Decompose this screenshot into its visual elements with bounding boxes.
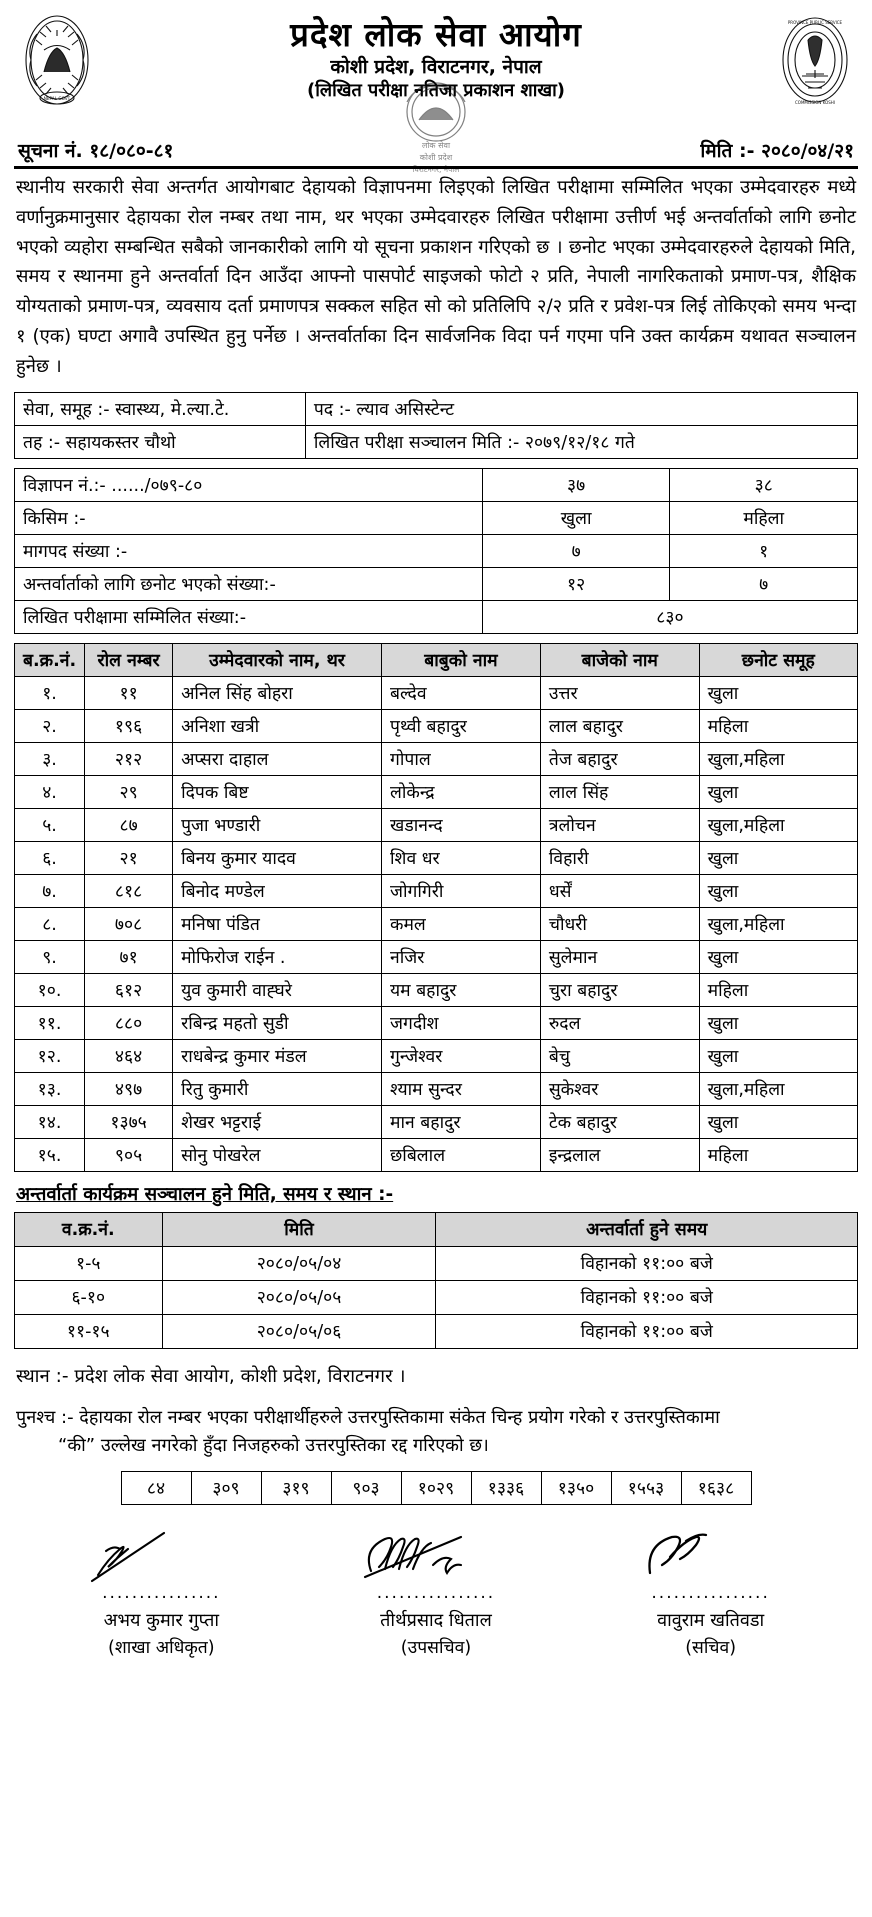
- svg-text:COMMISSION KOSHI: COMMISSION KOSHI: [795, 100, 835, 105]
- grandfather-name-cell: उत्तर: [540, 676, 699, 709]
- table-row: [15, 940, 858, 973]
- column-header-name: उम्मेदवारको नाम, थर: [173, 643, 382, 676]
- table-row: [121, 1472, 751, 1505]
- table-row: [15, 501, 858, 534]
- handwritten-signature-icon: [41, 1527, 281, 1589]
- selection-group-cell: महिला: [699, 1138, 857, 1171]
- roll-number-cell: ७१: [85, 940, 173, 973]
- table-row: [15, 709, 858, 742]
- candidate-name-cell: राधबेन्द्र कुमार मंडल: [173, 1039, 382, 1072]
- shortlist-count-female: ७: [670, 567, 858, 600]
- candidate-name-cell: रबिन्द्र महतो सुडी: [173, 1006, 382, 1039]
- table-row: [15, 534, 858, 567]
- signatory-name: वावुराम खतिवडा: [657, 1610, 765, 1632]
- table-row: [15, 1072, 858, 1105]
- table-row: [15, 841, 858, 874]
- header-titles: [100, 10, 772, 174]
- serial-cell: ८.: [15, 907, 85, 940]
- selection-group-cell: खुला: [699, 676, 857, 709]
- father-name-cell: खडानन्द: [382, 808, 541, 841]
- candidate-name-cell: अनिशा खत्री: [173, 709, 382, 742]
- signatory-role: (सचिव): [685, 1638, 737, 1659]
- serial-cell: ९.: [15, 940, 85, 973]
- organization-subtitle: कोशी प्रदेश, विराटनगर, नेपाल: [330, 55, 542, 78]
- roll-number-cell: १३७५: [85, 1105, 173, 1138]
- signatory-name: तीर्थप्रसाद धिताल: [380, 1610, 492, 1632]
- selection-group-cell: खुला: [699, 874, 857, 907]
- table-row: [15, 808, 858, 841]
- cancelled-roll-cell: १३३६: [471, 1472, 541, 1505]
- schedule-time-cell: विहानको ११:०० बजे: [436, 1280, 858, 1314]
- serial-cell: १२.: [15, 1039, 85, 1072]
- candidate-name-cell: मोफिरोज राईन .: [173, 940, 382, 973]
- svg-text:PROVINCE PUBLIC SERVICE: PROVINCE PUBLIC SERVICE: [787, 20, 843, 25]
- table-row: [15, 973, 858, 1006]
- grandfather-name-cell: सुकेश्वर: [540, 1072, 699, 1105]
- father-name-cell: जगदीश: [382, 1006, 541, 1039]
- service-group-cell: सेवा, समूह :- स्वास्थ्य, मे.ल्या.टे.: [15, 392, 306, 425]
- candidate-name-cell: बिनोद मण्डेल: [173, 874, 382, 907]
- notice-meta-line: [14, 135, 858, 169]
- candidate-name-cell: पुजा भण्डारी: [173, 808, 382, 841]
- province-public-service-commission-seal: [772, 10, 858, 110]
- serial-cell: २.: [15, 709, 85, 742]
- candidate-name-cell: बिनय कुमार यादव: [173, 841, 382, 874]
- signature-section: [14, 1527, 858, 1659]
- grandfather-name-cell: धर्सें: [540, 874, 699, 907]
- candidate-table: [14, 643, 858, 1172]
- schedule-date-cell: २०८०/०५/०४: [162, 1246, 436, 1280]
- serial-cell: १५.: [15, 1138, 85, 1171]
- serial-cell: १०.: [15, 973, 85, 1006]
- serial-cell: ४.: [15, 775, 85, 808]
- schedule-time-cell: विहानको ११:०० बजे: [436, 1314, 858, 1348]
- cancelled-roll-cell: ३०९: [191, 1472, 261, 1505]
- category-open: खुला: [482, 501, 670, 534]
- candidate-name-cell: मनिषा पंडित: [173, 907, 382, 940]
- grandfather-name-cell: विहारी: [540, 841, 699, 874]
- signature-dotted-line: ................: [102, 1583, 221, 1604]
- grandfather-name-cell: सुलेमान: [540, 940, 699, 973]
- advertisement-number-female: ३८: [670, 468, 858, 501]
- roll-number-cell: २१२: [85, 742, 173, 775]
- table-row: [15, 874, 858, 907]
- serial-cell: ६.: [15, 841, 85, 874]
- table-row: [15, 392, 858, 425]
- table-row: [15, 1314, 858, 1348]
- schedule-date-cell: २०८०/०५/०६: [162, 1314, 436, 1348]
- roll-number-cell: १९६: [85, 709, 173, 742]
- advertisement-count-table: [14, 468, 858, 634]
- father-name-cell: छबिलाल: [382, 1138, 541, 1171]
- column-header-group: छनोट समूह: [699, 643, 857, 676]
- candidate-name-cell: अप्सरा दाहाल: [173, 742, 382, 775]
- svg-text:NEPAL GOVT: NEPAL GOVT: [43, 96, 71, 101]
- column-header-serial: ब.क्र.नं.: [15, 643, 85, 676]
- grandfather-name-cell: चुरा बहादुर: [540, 973, 699, 1006]
- candidate-name-cell: सोनु पोखरेल: [173, 1138, 382, 1171]
- roll-number-cell: २१: [85, 841, 173, 874]
- signature-dotted-line: ................: [376, 1583, 496, 1604]
- grandfather-name-cell: लाल बहादुर: [540, 709, 699, 742]
- postscript-line-1: पुनश्च :- देहायका रोल नम्बर भएका परीक्षार्थीहरुले उत्तरपुस्तिकामा संकेत चिन्ह प्रयोग गरेको र उत्तरपुस्तिकामा: [16, 1406, 720, 1428]
- roll-number-cell: ४९७: [85, 1072, 173, 1105]
- candidate-name-cell: युव कुमारी वाह्घरे: [173, 973, 382, 1006]
- postscript-block: [16, 1404, 856, 1462]
- svg-text:विराटनगर, नेपाल: विराटनगर, नेपाल: [412, 165, 460, 174]
- column-header-schedule-date: मिति: [162, 1212, 436, 1246]
- column-header-schedule-serial: व.क्र.नं.: [15, 1212, 163, 1246]
- candidate-name-cell: अनिल सिंह बोहरा: [173, 676, 382, 709]
- post-cell: पद :- ल्याव असिस्टेन्ट: [305, 392, 857, 425]
- notice-date: मिति :- २०८०/०४/२१: [700, 140, 854, 162]
- selection-group-cell: खुला,महिला: [699, 907, 857, 940]
- notice-number: सूचना नं. १८/०८०-८१: [18, 140, 174, 162]
- level-cell: तह :- सहायकस्तर चौथो: [15, 425, 306, 458]
- grandfather-name-cell: तेज बहादुर: [540, 742, 699, 775]
- exam-date-cell: लिखित परीक्षा सञ्चालन मिति :- २०७९/१२/१८ गते: [305, 425, 857, 458]
- category-female: महिला: [670, 501, 858, 534]
- column-header-schedule-time: अन्तर्वार्ता हुने समय: [436, 1212, 858, 1246]
- father-name-cell: गोपाल: [382, 742, 541, 775]
- father-name-cell: मान बहादुर: [382, 1105, 541, 1138]
- signatory-name: अभय कुमार गुप्ता: [103, 1610, 220, 1632]
- roll-number-cell: २९: [85, 775, 173, 808]
- grandfather-name-cell: रुदल: [540, 1006, 699, 1039]
- cancelled-rolls-table: [121, 1471, 752, 1505]
- advertisement-number-open: ३७: [482, 468, 670, 501]
- father-name-cell: शिव धर: [382, 841, 541, 874]
- father-name-cell: बल्देव: [382, 676, 541, 709]
- roll-number-cell: ६१२: [85, 973, 173, 1006]
- schedule-date-cell: २०८०/०५/०५: [162, 1280, 436, 1314]
- notice-body-paragraph: स्थानीय सरकारी सेवा अन्तर्गत आयोगबाट देहायको विज्ञापनमा लिइएको लिखित परीक्षामा सम्मिलित भएका उम्मेदवारहरु मध्ये वर्णानुक्रमानुसार देहायका रोल नम्बर तथा नाम, थर भएका उम्मेदवारहरु लिखित परीक्षामा उत्तीर्ण भई अन्तर्वार्ताको लागि छनोट भएको व्यहोरा सम्बन्धित सबैको जानकारीको लागि यो सूचना प्रकाशन गरिएको छ । छनोट भएका उम्मेदवारहरुले देहायको मिति, समय र स्थानमा हुने अन्तर्वार्ता दिन आउँदा आफ्नो पासपोर्ट साइजको फोटो २ प्रति, नेपाली नागरिकताको प्रमाण-पत्र, शैक्षिक योग्यताको प्रमाण-पत्र, व्यवसाय दर्ता प्रमाणपत्र सक्कल सहित सो को प्रतिलिपि २/२ प्रति र प्रवेश-पत्र लिई तोकिएको समय भन्दा १ (एक) घण्टा अगावै उपस्थित हुनु पर्नेछ । अन्तर्वार्ताका दिन सार्वजनिक विदा पर्न गएमा पनि उक्त कार्यक्रम यथावत सञ्चालन हुनेछ ।: [16, 177, 856, 377]
- candidate-name-cell: शेखर भट्टराई: [173, 1105, 382, 1138]
- table-row: [15, 676, 858, 709]
- column-header-father: बाबुको नाम: [382, 643, 541, 676]
- selection-group-cell: खुला,महिला: [699, 808, 857, 841]
- table-row: [15, 1105, 858, 1138]
- candidate-name-cell: रितु कुमारी: [173, 1072, 382, 1105]
- serial-cell: ७.: [15, 874, 85, 907]
- handwritten-signature-icon: [316, 1527, 556, 1589]
- table-header-row: [15, 643, 858, 676]
- cancelled-roll-cell: १३५०: [541, 1472, 611, 1505]
- schedule-serial-cell: १-५: [15, 1246, 163, 1280]
- schedule-time-cell: विहानको ११:०० बजे: [436, 1246, 858, 1280]
- handwritten-signature-icon: [591, 1527, 831, 1589]
- svg-text:कोशी प्रदेश: कोशी प्रदेश: [419, 153, 453, 162]
- signature-dotted-line: ................: [651, 1583, 770, 1604]
- cancelled-roll-cell: ८४: [121, 1472, 191, 1505]
- roll-number-cell: ४६४: [85, 1039, 173, 1072]
- grandfather-name-cell: बेचु: [540, 1039, 699, 1072]
- cancelled-roll-cell: १५५३: [611, 1472, 681, 1505]
- father-name-cell: गुन्जेश्वर: [382, 1039, 541, 1072]
- table-row: [15, 742, 858, 775]
- shortlist-count-label: अन्तर्वार्ताको लागि छनोट भएको संख्या:-: [15, 567, 483, 600]
- serial-cell: ३.: [15, 742, 85, 775]
- father-name-cell: पृथ्वी बहादुर: [382, 709, 541, 742]
- roll-number-cell: ९०५: [85, 1138, 173, 1171]
- category-label: किसिम :-: [15, 501, 483, 534]
- table-row: [15, 468, 858, 501]
- organization-title: प्रदेश लोक सेवा आयोग: [290, 15, 582, 54]
- table-row: [15, 1246, 858, 1280]
- table-row: [15, 775, 858, 808]
- table-row: [15, 1138, 858, 1171]
- svg-text:लोक सेवा: लोक सेवा: [421, 141, 451, 150]
- table-row: [15, 600, 858, 633]
- signatory-role: (उपसचिव): [400, 1638, 472, 1659]
- selection-group-cell: खुला: [699, 775, 857, 808]
- cancelled-roll-cell: १०२९: [401, 1472, 471, 1505]
- schedule-serial-cell: ११-१५: [15, 1314, 163, 1348]
- table-row: [15, 1039, 858, 1072]
- grandfather-name-cell: लाल सिंह: [540, 775, 699, 808]
- demand-count-open: ७: [482, 534, 670, 567]
- selection-group-cell: खुला: [699, 940, 857, 973]
- postscript-line-2: “की” उल्लेख नगरेको हुँदा निजहरुको उत्तरपुस्तिका रद्द गरिएको छ।: [58, 1435, 489, 1457]
- serial-cell: ११.: [15, 1006, 85, 1039]
- roll-number-cell: ८१८: [85, 874, 173, 907]
- schedule-heading: अन्तर्वार्ता कार्यक्रम सञ्चालन हुने मिति, समय र स्थान :-: [16, 1183, 394, 1205]
- advertisement-number-label: विज्ञापन नं.:- ....../०७९-८०: [15, 468, 483, 501]
- father-name-cell: श्याम सुन्दर: [382, 1072, 541, 1105]
- father-name-cell: लोकेन्द्र: [382, 775, 541, 808]
- cancelled-rolls-wrapper: [14, 1471, 858, 1505]
- selection-group-cell: महिला: [699, 973, 857, 1006]
- selection-group-cell: खुला: [699, 841, 857, 874]
- grandfather-name-cell: चौधरी: [540, 907, 699, 940]
- column-header-grandfather: बाजेको नाम: [540, 643, 699, 676]
- serial-cell: ५.: [15, 808, 85, 841]
- roll-number-cell: ७०८: [85, 907, 173, 940]
- serial-cell: १.: [15, 676, 85, 709]
- selection-group-cell: खुला: [699, 1039, 857, 1072]
- total-appeared-value: ८३०: [482, 600, 857, 633]
- demand-count-label: मागपद संख्या :-: [15, 534, 483, 567]
- selection-group-cell: महिला: [699, 709, 857, 742]
- column-header-roll: रोल नम्बर: [85, 643, 173, 676]
- father-name-cell: नजिर: [382, 940, 541, 973]
- father-name-cell: जोगगिरी: [382, 874, 541, 907]
- selection-group-cell: खुला,महिला: [699, 742, 857, 775]
- signature-block-secretary: [591, 1527, 831, 1659]
- roll-number-cell: ८८०: [85, 1006, 173, 1039]
- serial-cell: १३.: [15, 1072, 85, 1105]
- table-row: [15, 425, 858, 458]
- cancelled-roll-cell: ३१९: [261, 1472, 331, 1505]
- selection-group-cell: खुला: [699, 1006, 857, 1039]
- schedule-serial-cell: ६-१०: [15, 1280, 163, 1314]
- cancelled-roll-cell: १६३८: [681, 1472, 751, 1505]
- demand-count-female: १: [670, 534, 858, 567]
- selection-group-cell: खुला,महिला: [699, 1072, 857, 1105]
- table-row: [15, 567, 858, 600]
- table-row: [15, 1280, 858, 1314]
- nepal-government-emblem: [14, 10, 100, 110]
- grandfather-name-cell: त्रलोचन: [540, 808, 699, 841]
- selection-group-cell: खुला: [699, 1105, 857, 1138]
- signatory-role: (शाखा अधिकृत): [108, 1638, 215, 1659]
- father-name-cell: यम बहादुर: [382, 973, 541, 1006]
- total-appeared-label: लिखित परीक्षामा सम्मिलित संख्या:-: [15, 600, 483, 633]
- father-name-cell: कमल: [382, 907, 541, 940]
- signature-block-under-secretary: [316, 1527, 556, 1659]
- table-row: [15, 907, 858, 940]
- shortlist-count-open: १२: [482, 567, 670, 600]
- venue-line: स्थान :- प्रदेश लोक सेवा आयोग, कोशी प्रदेश, विराटनगर ।: [16, 1365, 406, 1387]
- roll-number-cell: ११: [85, 676, 173, 709]
- roll-number-cell: ८७: [85, 808, 173, 841]
- service-post-table: [14, 392, 858, 459]
- serial-cell: १४.: [15, 1105, 85, 1138]
- candidate-name-cell: दिपक बिष्ट: [173, 775, 382, 808]
- cancelled-roll-cell: ९०३: [331, 1472, 401, 1505]
- interview-schedule-table: [14, 1212, 858, 1349]
- organization-branch: (लिखित परीक्षा नतिजा प्रकाशन शाखा): [306, 79, 566, 101]
- table-row: [15, 1006, 858, 1039]
- grandfather-name-cell: टेक बहादुर: [540, 1105, 699, 1138]
- grandfather-name-cell: इन्द्रलाल: [540, 1138, 699, 1171]
- signature-block-branch-officer: [41, 1527, 281, 1659]
- table-header-row: [15, 1212, 858, 1246]
